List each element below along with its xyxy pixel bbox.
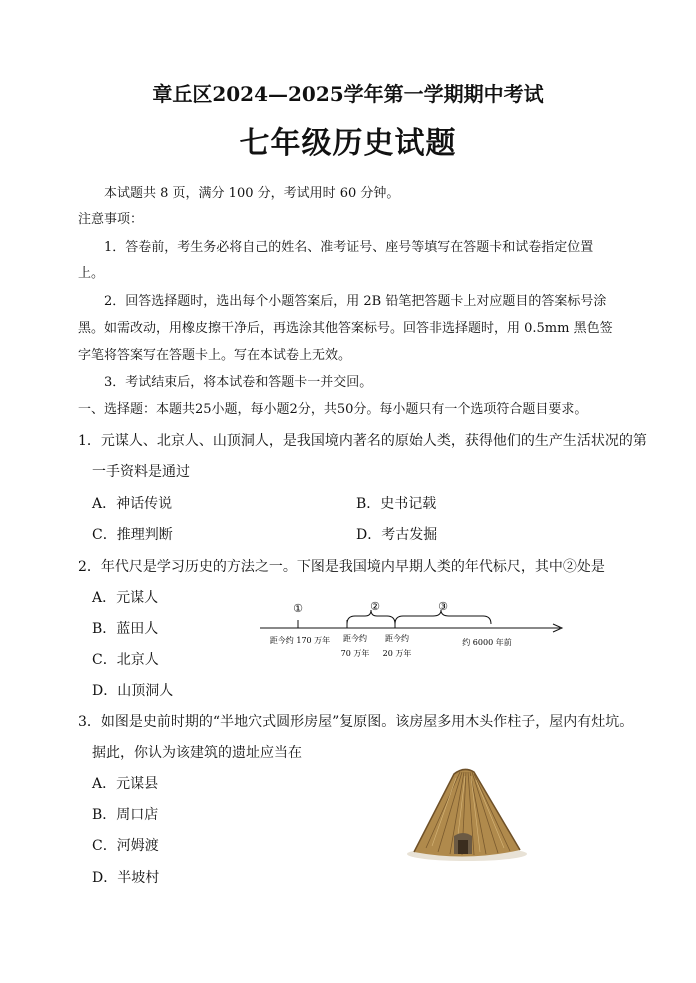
q1-option-c[interactable]: C．推理判断 bbox=[92, 527, 173, 543]
q2-option-a[interactable]: A．元谋人 bbox=[92, 590, 159, 606]
q1-option-a[interactable]: A．神话传说 bbox=[92, 496, 173, 512]
note2-line3: 字笔将答案写在答题卡上。写在本试卷上无效。 bbox=[78, 348, 352, 363]
instructions-intro: 本试题共 8 页，满分 100 分，考试用时 60 分钟。 bbox=[104, 186, 400, 201]
q1-option-b[interactable]: B．史书记载 bbox=[356, 496, 437, 512]
q2-option-c[interactable]: C．北京人 bbox=[92, 652, 159, 668]
q3-option-c[interactable]: C．河姆渡 bbox=[92, 838, 159, 854]
note1-line2: 上。 bbox=[78, 266, 105, 281]
q2-option-d[interactable]: D．山顶洞人 bbox=[92, 683, 174, 699]
timeline-marker-3: ③ bbox=[438, 600, 448, 613]
timeline-figure bbox=[255, 598, 575, 666]
q2-option-b[interactable]: B．蓝田人 bbox=[92, 621, 159, 637]
timeline-label-20a: 距今约 bbox=[385, 634, 409, 643]
timeline-label-70a: 距今约 bbox=[343, 634, 367, 643]
timeline-marker-2: ② bbox=[370, 600, 380, 613]
question-1-stem: 1．元谋人、北京人、山顶洞人，是我国境内著名的原始人类，获得他们的生产生活状况的第 bbox=[78, 433, 647, 449]
exam-title: 章丘区2024—2025学年第一学期期中考试 bbox=[152, 82, 544, 106]
question-1-stem-cont: 一手资料是通过 bbox=[92, 464, 190, 480]
question-3-stem: 3．如图是史前时期的“半地穴式圆形房屋”复原图。该房屋多用木头作柱子，屋内有灶坑。 bbox=[78, 714, 634, 730]
q3-option-a[interactable]: A．元谋县 bbox=[92, 776, 159, 792]
q1-option-d[interactable]: D．考古发掘 bbox=[356, 527, 438, 543]
note1-line1: 1．答卷前，考生务必将自己的姓名、准考证号、座号等填写在答题卡和试卷指定位置 bbox=[104, 240, 594, 255]
note2-line2: 黑。如需改动，用橡皮擦干净后，再选涂其他答案标号。回答非选择题时，用 0.5mm 黑色签 bbox=[78, 321, 613, 336]
timeline-label-20b: 20 万年 bbox=[382, 649, 412, 658]
question-3-stem-cont: 据此，你认为该建筑的遗址应当在 bbox=[92, 745, 302, 761]
section1-heading: 一、选择题：本题共25小题，每小题2分，共50分。每小题只有一个选项符合题目要求。 bbox=[78, 402, 588, 417]
notes-heading: 注意事项： bbox=[78, 212, 144, 227]
timeline-label-170: 距今约 170 万年 bbox=[269, 636, 331, 645]
q3-option-d[interactable]: D．半坡村 bbox=[92, 870, 160, 886]
timeline-label-6000: 约 6000 年前 bbox=[462, 638, 512, 647]
exam-subtitle: 七年级历史试题 bbox=[239, 126, 457, 161]
timeline-label-70b: 70 万年 bbox=[340, 649, 370, 658]
question-2-stem: 2．年代尺是学习历史的方法之一。下图是我国境内早期人类的年代标尺，其中②处是 bbox=[78, 559, 605, 575]
thatched-house-image bbox=[404, 766, 530, 862]
timeline-marker-1: ① bbox=[293, 602, 303, 615]
note2-line1: 2．回答选择题时，选出每个小题答案后，用 2B 铅笔把答题卡上对应题目的答案标号涂 bbox=[104, 294, 607, 309]
q3-option-b[interactable]: B．周口店 bbox=[92, 807, 159, 823]
note3: 3．考试结束后，将本试卷和答题卡一并交回。 bbox=[104, 375, 373, 390]
